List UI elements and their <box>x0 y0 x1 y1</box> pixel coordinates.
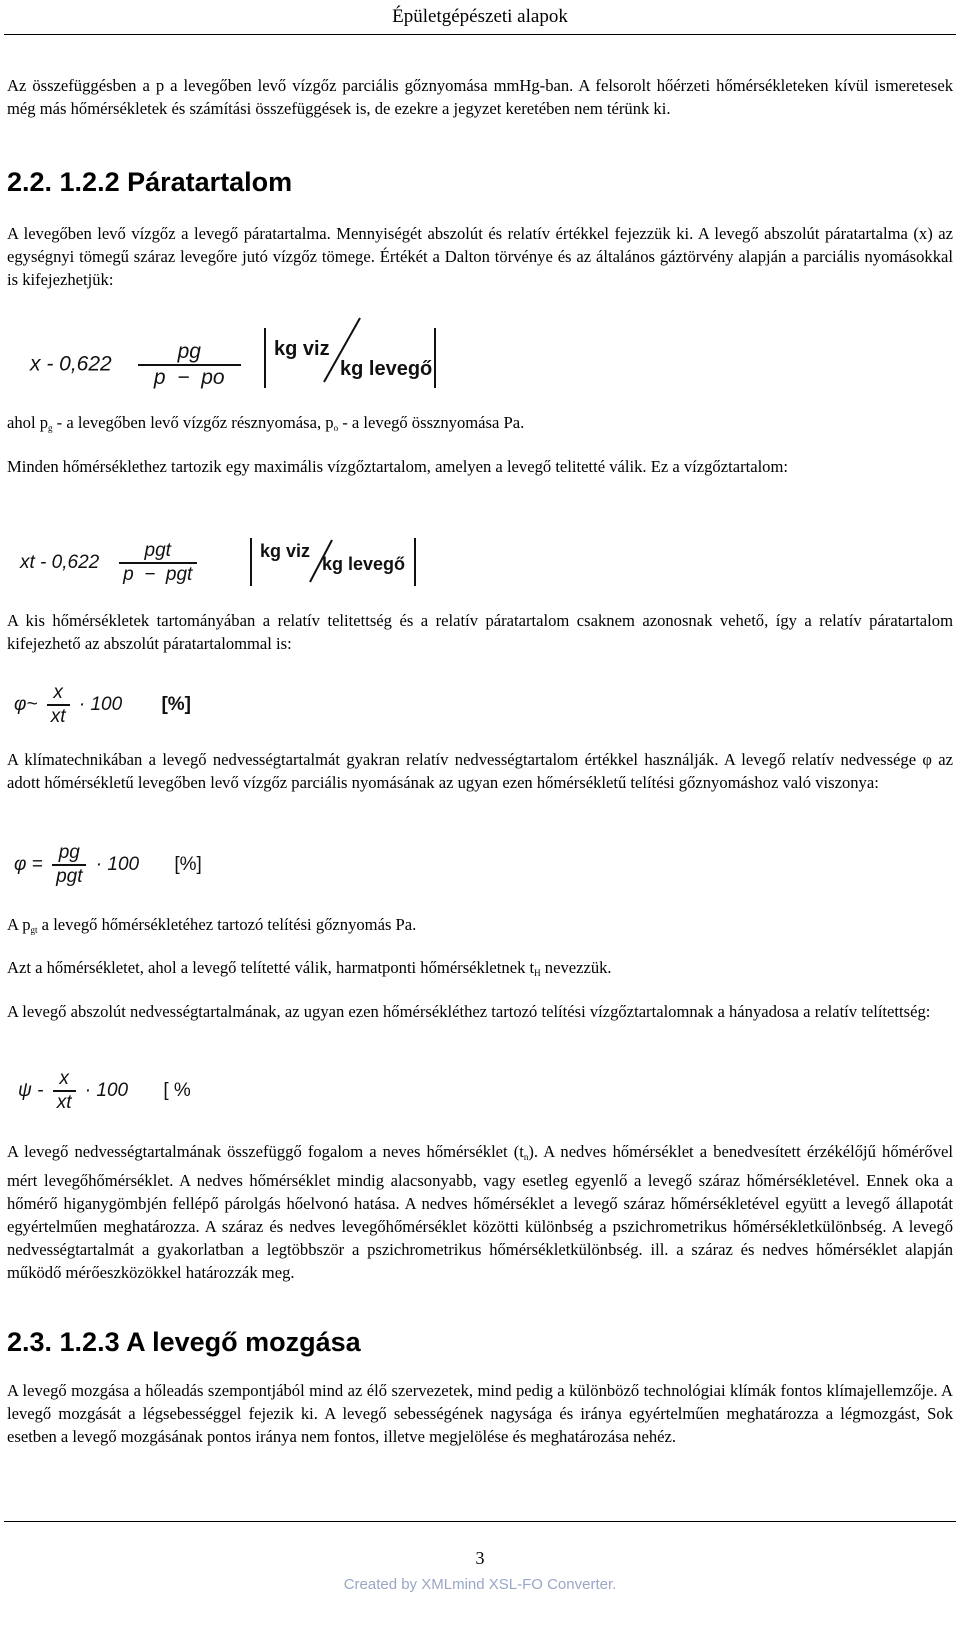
unit-numerator: kg viz <box>274 338 330 360</box>
formula-lhs: φ = <box>14 854 43 876</box>
formula-relative-humidity <box>14 842 202 888</box>
formula-unit: [%] <box>161 694 191 716</box>
formula-fraction <box>138 340 241 390</box>
paragraph: A levegő nedvességtartalmának összefüggő fogalom a neves hőmérséklet $(t_n)$. A nedves hőmérséklet a benedvesített érzékélőjű hőmérővel mért levegőhőmérséklet. A nedves hőmérséklet mindig alacsonyabb, vagy esetleg egyenlő a levegő száraz hőmérsékletével. Ennek oka a hőmérő higanygömbjén fellépő párolgás hőelvonó hatása. A nedves hőmérséklet a levegő száraz hőmérsékletével együtt a levegő állapotát egyértelműen meghatározza. A száraz és nedves levegőhőmérséklet közötti különbség a pszichrometrikus hőmérsékletkülönbség. A levegő nedvességtartalmát a gyakorlatban a legtöbbször a pszichrometrikus hőmérsékletkülönbség. ill. a száraz és nedves hőmérséklet alapján működő mérőeszközökkel határozzák meg. <box>7 1142 954 1282</box>
formula-numerator: pgt <box>119 540 197 564</box>
formula-denominator: p − po <box>153 366 225 389</box>
paragraph: A levegő abszolút nedvességtartalmának, az ugyan ezen hőmérsékléthez tartozó telítési vízgőztartalomnak a hányadosa a relatív telítettség: <box>7 1002 931 1021</box>
formula-lhs: x - 0,622 <box>30 352 112 376</box>
formula-multiplier: · 100 <box>78 694 123 716</box>
formula-unit: [%] <box>174 854 202 876</box>
section-heading: 2.3. 1.2.3 A levegő mozgása <box>7 1327 361 1357</box>
formula-lhs: ψ - <box>18 1080 44 1102</box>
formula-numerator: x <box>47 682 70 706</box>
formula-relative-saturation <box>18 1068 191 1114</box>
paragraph: A levegőben levő vízgőz a levegő páratartalma. Mennyiségét abszolút és relatív értékkel fejezzük ki. A levegő abszolút páratartalma (x) az egységnyi tömegű száraz levegőre jutó vízgőz tömege. Értékét a Dalton törvénye és az általános gáztörvény alapján a parciális nyomásokkal is kifejezhetjük: <box>7 224 953 289</box>
formula-multiplier: · 100 <box>84 1080 129 1102</box>
formula-relative-humidity-approx <box>14 682 191 728</box>
formula-fraction <box>52 842 86 888</box>
formula-denominator: p − pgt <box>123 564 193 585</box>
formula-denominator: pgt <box>56 866 83 887</box>
paragraph: A kis hőmérsékletek tartományában a relatív telitettség és a relatív páratartalom csaknem azonosnak vehető, így a relatív páratartalom kifejezhető az abszolút páratartalommal is: <box>7 611 953 653</box>
paragraph: A $p_{gt}$ a levegő hőmérsékletéhez tartozó telítési gőznyomás Pa. <box>7 915 417 935</box>
formula-numerator: pg <box>52 842 86 866</box>
header-rule <box>4 34 956 35</box>
formula-absolute-humidity <box>30 340 245 390</box>
formula-multiplier: · 100 <box>95 854 140 876</box>
unit-denominator: kg levegő <box>322 554 406 574</box>
formula-saturation-content <box>20 540 201 586</box>
formula-denominator: xt <box>56 1092 72 1113</box>
unit-denominator: kg levegő <box>340 358 433 380</box>
formula-lhs: xt - 0,622 <box>20 552 100 574</box>
paragraph: Azt a hőmérsékletet, ahol a levegő telítetté válik, harmatponti hőmérsékletnek $t_H$ nevezzük. <box>7 958 612 978</box>
formula-denominator: xt <box>50 706 66 727</box>
formula-unit: [ % <box>163 1080 191 1102</box>
formula-lhs: φ~ <box>14 694 38 716</box>
paragraph: A levegő mozgása a hőleadás szempontjából mind az élő szervezetek, mind pedig a különböző technológiai klímák fontos klímajellemzője. A levegő mozgását a légsebességgel fejezik ki. A levegő sebességének nagysága és iránya egyértelműen meghatározza a légmozgást, Sok esetben a levegő mozgásának pontos iránya nem fontos, illetve megjelölése és meghatározása nehéz. <box>7 1381 953 1446</box>
paragraph: ahol $p_g$ - a levegőben levő vízgőz résznyomása, $p_o$ - a levegő össznyomása Pa. <box>7 413 525 433</box>
paragraph: Minden hőmérséklethez tartozik egy maximális vízgőztartalom, amelyen a levegő telitetté válik. Ez a vízgőztartalom: <box>7 457 789 476</box>
formula-fraction <box>47 682 70 728</box>
paragraph: Az összefüggésben a p a levegőben levő vízgőz parciális gőznyomása mmHg-ban. A felsorolt hőérzeti hőmérsékleteken kívül ismeretesek még más hőmérsékletek és számítási összefüggések is, de ezekre a jegyzet keretében nem térünk ki. <box>7 76 953 118</box>
unit-numerator: kg viz <box>260 541 311 561</box>
formula-fraction <box>53 1068 76 1114</box>
converter-credit: Created by XMLmind XSL-FO Converter. <box>343 1576 617 1593</box>
formula-fraction <box>119 540 197 586</box>
footer-rule <box>4 1521 956 1522</box>
paragraph: A klímatechnikában a levegő nedvességtartalmát gyakran relatív nedvességtartalom értékkel használják. A levegő relatív nedvessége φ az adott hőmérsékletű levegőben levő vízgőz parciális nyomásának az ugyan ezen hőmérsékletű telítési gőznyomáshoz való viszonya: <box>7 750 953 792</box>
section-heading: 2.2. 1.2.2 Páratartalom <box>7 167 293 197</box>
page-number: 3 <box>475 1548 485 1568</box>
formula-numerator: pg <box>138 340 241 366</box>
running-header: Épületgépészeti alapok <box>392 6 568 27</box>
formula-numerator: x <box>53 1068 76 1092</box>
